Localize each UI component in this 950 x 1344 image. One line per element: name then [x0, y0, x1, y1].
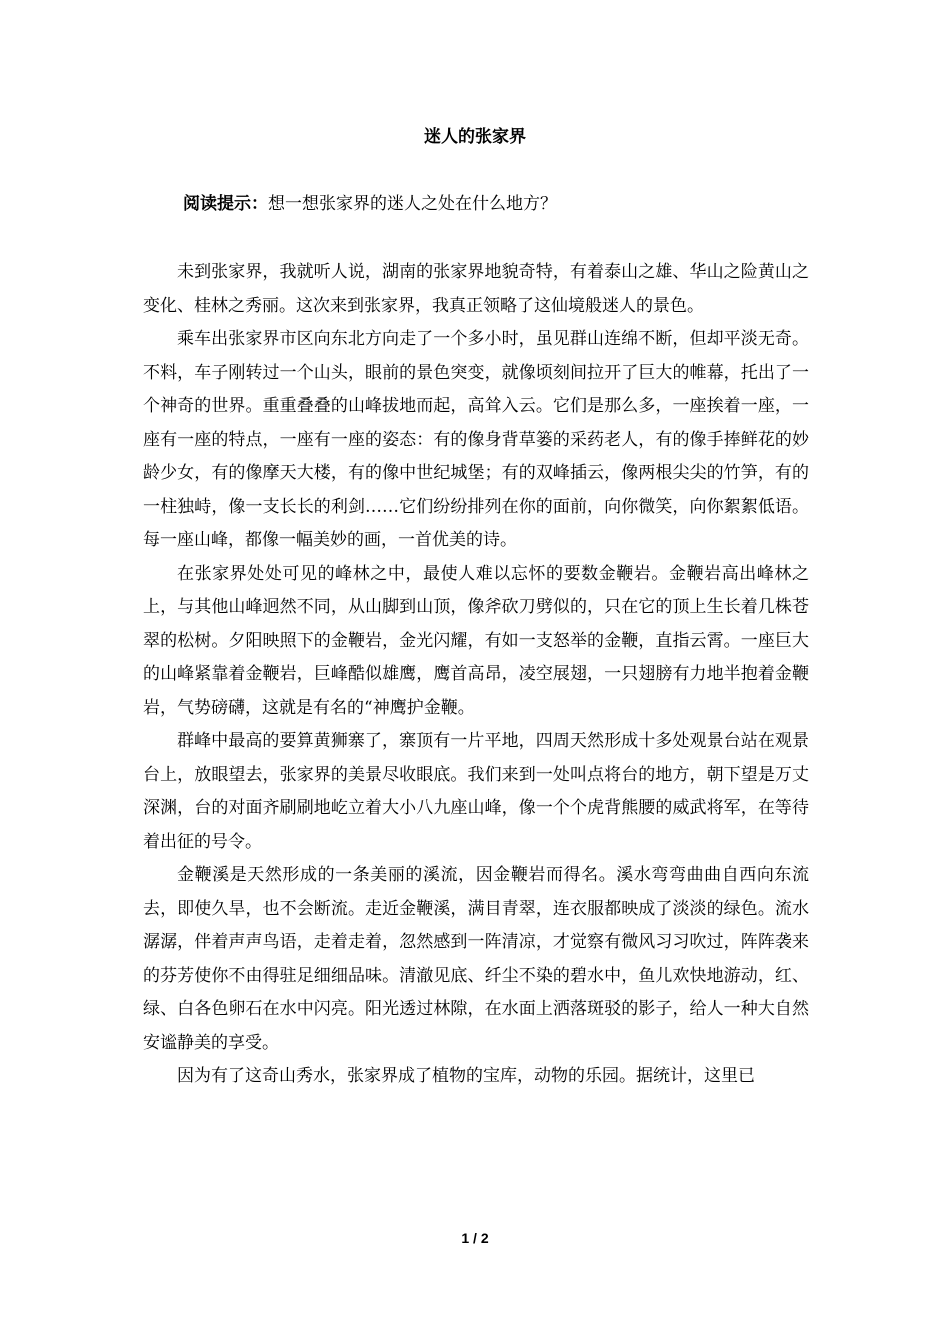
paragraph: 乘车出张家界市区向东北方向走了一个多小时，虽见群山连绵不断，但却平淡无奇。不料，车子刚转过一个山头，眼前的景色突变，就像顷刻间拉开了巨大的帷幕，托出了一个神奇的世界。重重叠叠的山峰拔地而起，高耸入云。它们是那么多，一座挨着一座，一座有一座的特点，一座有一座的姿态：有的像身背草篓的采药老人，有的像手捧鲜花的妙龄少女，有的像摩天大楼，有的像中世纪城堡；有的双峰插云，像两根尖尖的竹笋，有的一柱独峙，像一支长长的利剑……它们纷纷排列在你的面前，向你微笑，向你絮絮低语。每一座山峰，都像一幅美妙的画，一首优美的诗。 [143, 329, 809, 550]
reading-tip-label: 阅读提示： [183, 194, 268, 214]
paragraph: 未到张家界，我就听人说，湖南的张家界地貌奇特，有着泰山之雄、华山之险黄山之变化、桂林之秀丽。这次来到张家界，我真正领略了这仙境般迷人的景色。 [143, 262, 809, 316]
reading-tip-text: 想一想张家界的迷人之处在什么地方？ [268, 194, 557, 214]
document-title: 迷人的张家界 [424, 127, 526, 147]
paragraph: 群峰中最高的要算黄狮寨了，寨顶有一片平地，四周天然形成十多处观景台站在观景台上，放眼望去，张家界的美景尽收眼底。我们来到一处叫点将台的地方，朝下望是万丈深渊，台的对面齐刷刷地屹立着大小八九座山峰，像一个个虎背熊腰的威武将军，在等待着出征的号令。 [143, 731, 809, 852]
paragraph: 在张家界处处可见的峰林之中，最使人难以忘怀的要数金鞭岩。金鞭岩高出峰林之上，与其他山峰迥然不同，从山脚到山顶，像斧砍刀劈似的，只在它的顶上生长着几株苍翠的松树。夕阳映照下的金鞭岩，金光闪耀，有如一支怒举的金鞭，直指云霄。一座巨大的山峰紧靠着金鞭岩，巨峰酷似雄鹰，鹰首高昂，凌空展翅，一只翅膀有力地半抱着金鞭岩，气势磅礴，这就是有名的“神鹰护金鞭。 [143, 563, 809, 718]
page-number: 1 / 2 [461, 1230, 489, 1246]
paragraph: 金鞭溪是天然形成的一条美丽的溪流，因金鞭岩而得名。溪水弯弯曲曲自西向东流去，即使久旱，也不会断流。走近金鞭溪，满目青翠，连衣服都映成了淡淡的绿色。流水潺潺，伴着声声鸟语，走着走着，忽然感到一阵清凉，才觉察有微风习习吹过，阵阵袭来的芬芳使你不由得驻足细细品味。清澈见底、纤尘不染的碧水中，鱼儿欢快地游动，红、绿、白各色卵石在水中闪亮。阳光透过林隙，在水面上洒落斑驳的影子，给人一种大自然安谧静美的享受。 [143, 865, 809, 1053]
paragraph: 因为有了这奇山秀水，张家界成了植物的宝库，动物的乐园。据统计，这里已 [177, 1066, 755, 1086]
reading-tip [183, 190, 557, 218]
article-body [143, 256, 809, 1094]
